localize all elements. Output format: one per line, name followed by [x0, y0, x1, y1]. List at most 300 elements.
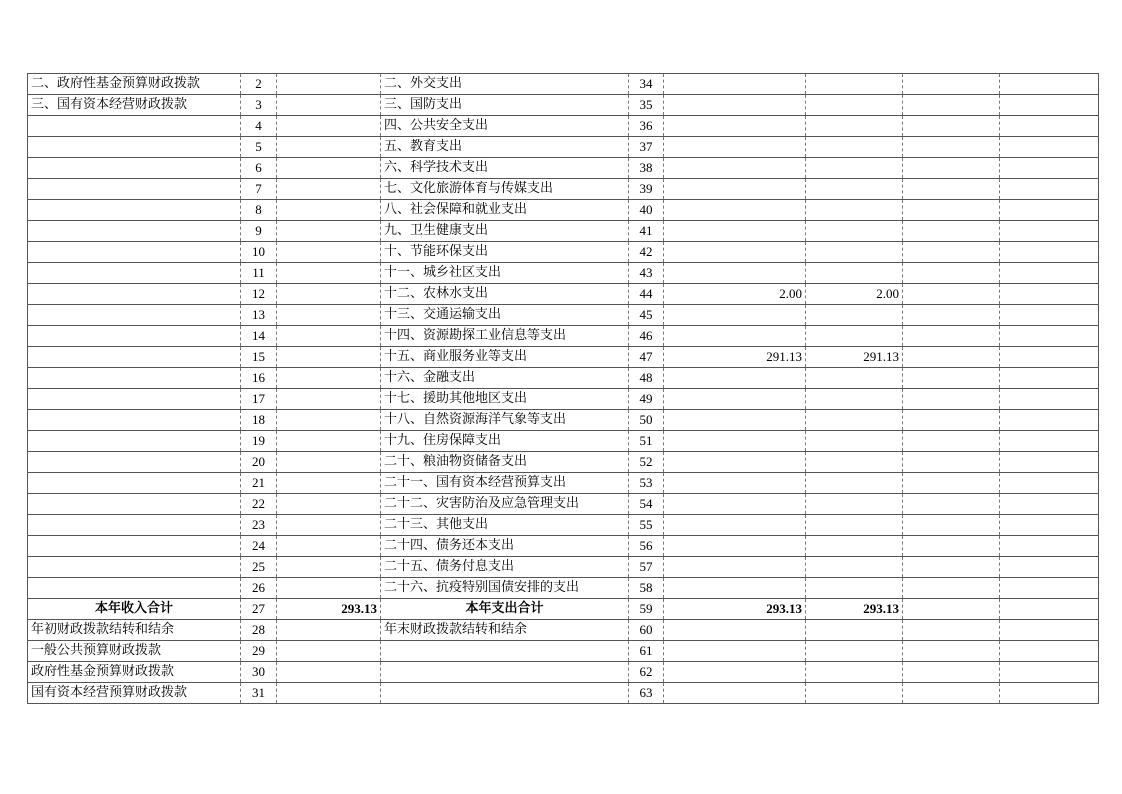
state-capital-budget-cell	[1000, 158, 1099, 179]
expense-line-number-cell: 39	[629, 179, 664, 200]
table-row-total	[28, 599, 1099, 620]
expense-label-cell: 七、文化旅游体育与传媒支出	[381, 179, 629, 200]
expense-line-number-cell: 35	[629, 95, 664, 116]
income-label-cell	[28, 410, 241, 431]
general-budget-cell	[806, 515, 903, 536]
state-capital-budget-cell	[1000, 368, 1099, 389]
general-budget-cell	[806, 683, 903, 704]
income-label-cell	[28, 137, 241, 158]
expense-label-cell: 二十二、灾害防治及应急管理支出	[381, 494, 629, 515]
expense-label-cell: 十一、城乡社区支出	[381, 263, 629, 284]
general-budget-cell	[806, 242, 903, 263]
state-capital-budget-cell	[1000, 347, 1099, 368]
expense-total-cell: 2.00	[664, 284, 806, 305]
state-capital-budget-cell	[1000, 284, 1099, 305]
expense-total-cell	[664, 326, 806, 347]
expense-label-cell: 十五、商业服务业等支出	[381, 347, 629, 368]
expense-total-cell	[664, 662, 806, 683]
expense-line-number-cell: 49	[629, 389, 664, 410]
income-amount-cell	[277, 683, 381, 704]
general-budget-cell	[806, 494, 903, 515]
expense-line-number-cell: 41	[629, 221, 664, 242]
income-line-number-cell: 14	[241, 326, 277, 347]
income-line-number-cell: 6	[241, 158, 277, 179]
fund-budget-cell	[903, 221, 1000, 242]
income-label-cell	[28, 515, 241, 536]
expense-total-cell	[664, 641, 806, 662]
income-line-number-cell: 13	[241, 305, 277, 326]
general-budget-cell	[806, 263, 903, 284]
fund-budget-cell	[903, 263, 1000, 284]
expense-total-cell	[664, 137, 806, 158]
expense-line-number-cell: 55	[629, 515, 664, 536]
general-budget-cell	[806, 368, 903, 389]
income-line-number-cell: 10	[241, 242, 277, 263]
expense-label-cell	[381, 662, 629, 683]
general-budget-cell	[806, 179, 903, 200]
income-label-cell	[28, 557, 241, 578]
income-amount-cell	[277, 221, 381, 242]
fund-budget-cell	[903, 641, 1000, 662]
fund-budget-cell	[903, 599, 1000, 620]
state-capital-budget-cell	[1000, 431, 1099, 452]
income-amount-cell	[277, 494, 381, 515]
general-budget-cell	[806, 200, 903, 221]
table-row	[28, 263, 1099, 284]
table-row	[28, 578, 1099, 599]
income-line-number-cell: 2	[241, 74, 277, 95]
expense-label-cell: 二十、粮油物资储备支出	[381, 452, 629, 473]
expense-line-number-cell: 50	[629, 410, 664, 431]
expense-total-cell	[664, 305, 806, 326]
fund-budget-cell	[903, 494, 1000, 515]
expense-total-cell	[664, 557, 806, 578]
expense-total-cell	[664, 263, 806, 284]
expense-line-number-cell: 46	[629, 326, 664, 347]
income-line-number-cell: 20	[241, 452, 277, 473]
income-label-cell: 国有资本经营预算财政拨款	[28, 683, 241, 704]
state-capital-budget-cell	[1000, 557, 1099, 578]
fund-budget-cell	[903, 368, 1000, 389]
fund-budget-cell	[903, 389, 1000, 410]
expense-total-cell	[664, 452, 806, 473]
expense-label-cell: 十三、交通运输支出	[381, 305, 629, 326]
fund-budget-cell	[903, 242, 1000, 263]
expense-label-cell: 十四、资源勘探工业信息等支出	[381, 326, 629, 347]
income-label-cell	[28, 368, 241, 389]
income-label-cell: 本年收入合计	[28, 599, 241, 620]
general-budget-cell	[806, 389, 903, 410]
expense-line-number-cell: 40	[629, 200, 664, 221]
income-amount-cell	[277, 74, 381, 95]
table-row	[28, 95, 1099, 116]
state-capital-budget-cell	[1000, 662, 1099, 683]
expense-label-cell: 三、国防支出	[381, 95, 629, 116]
fund-budget-cell	[903, 410, 1000, 431]
expense-label-cell: 二、外交支出	[381, 74, 629, 95]
income-amount-cell	[277, 242, 381, 263]
income-amount-cell	[277, 536, 381, 557]
income-amount-cell	[277, 368, 381, 389]
state-capital-budget-cell	[1000, 242, 1099, 263]
expense-total-cell	[664, 431, 806, 452]
state-capital-budget-cell	[1000, 74, 1099, 95]
income-line-number-cell: 19	[241, 431, 277, 452]
expense-label-cell: 年末财政拨款结转和结余	[381, 620, 629, 641]
table-row	[28, 494, 1099, 515]
expense-line-number-cell: 53	[629, 473, 664, 494]
fund-budget-cell	[903, 179, 1000, 200]
fund-budget-cell	[903, 326, 1000, 347]
income-label-cell	[28, 179, 241, 200]
income-line-number-cell: 31	[241, 683, 277, 704]
income-line-number-cell: 9	[241, 221, 277, 242]
state-capital-budget-cell	[1000, 515, 1099, 536]
expense-total-cell	[664, 494, 806, 515]
income-line-number-cell: 11	[241, 263, 277, 284]
income-line-number-cell: 24	[241, 536, 277, 557]
budget-table	[27, 73, 1099, 704]
general-budget-cell	[806, 473, 903, 494]
expense-line-number-cell: 51	[629, 431, 664, 452]
income-label-cell	[28, 536, 241, 557]
state-capital-budget-cell	[1000, 473, 1099, 494]
income-amount-cell	[277, 662, 381, 683]
table-row	[28, 221, 1099, 242]
general-budget-cell: 291.13	[806, 347, 903, 368]
state-capital-budget-cell	[1000, 683, 1099, 704]
fund-budget-cell	[903, 578, 1000, 599]
income-line-number-cell: 29	[241, 641, 277, 662]
table-row	[28, 137, 1099, 158]
expense-label-cell: 二十四、债务还本支出	[381, 536, 629, 557]
expense-line-number-cell: 47	[629, 347, 664, 368]
state-capital-budget-cell	[1000, 95, 1099, 116]
expense-line-number-cell: 60	[629, 620, 664, 641]
table-row	[28, 662, 1099, 683]
income-amount-cell	[277, 179, 381, 200]
income-label-cell	[28, 263, 241, 284]
table-row	[28, 515, 1099, 536]
fund-budget-cell	[903, 473, 1000, 494]
fund-budget-cell	[903, 536, 1000, 557]
expense-label-cell: 十、节能环保支出	[381, 242, 629, 263]
expense-total-cell	[664, 536, 806, 557]
income-amount-cell	[277, 95, 381, 116]
income-label-cell: 政府性基金预算财政拨款	[28, 662, 241, 683]
fund-budget-cell	[903, 620, 1000, 641]
state-capital-budget-cell	[1000, 494, 1099, 515]
income-amount-cell	[277, 389, 381, 410]
state-capital-budget-cell	[1000, 305, 1099, 326]
expense-total-cell: 293.13	[664, 599, 806, 620]
general-budget-cell: 293.13	[806, 599, 903, 620]
income-label-cell	[28, 284, 241, 305]
income-label-cell	[28, 200, 241, 221]
income-amount-cell	[277, 515, 381, 536]
table-row	[28, 473, 1099, 494]
expense-label-cell: 四、公共安全支出	[381, 116, 629, 137]
fund-budget-cell	[903, 452, 1000, 473]
income-label-cell	[28, 578, 241, 599]
state-capital-budget-cell	[1000, 389, 1099, 410]
state-capital-budget-cell	[1000, 452, 1099, 473]
expense-line-number-cell: 34	[629, 74, 664, 95]
expense-line-number-cell: 59	[629, 599, 664, 620]
general-budget-cell	[806, 95, 903, 116]
income-line-number-cell: 28	[241, 620, 277, 641]
expense-line-number-cell: 48	[629, 368, 664, 389]
income-amount-cell	[277, 116, 381, 137]
state-capital-budget-cell	[1000, 200, 1099, 221]
income-line-number-cell: 27	[241, 599, 277, 620]
income-label-cell	[28, 431, 241, 452]
expense-label-cell: 二十三、其他支出	[381, 515, 629, 536]
income-amount-cell	[277, 410, 381, 431]
income-label-cell	[28, 452, 241, 473]
income-amount-cell	[277, 284, 381, 305]
expense-line-number-cell: 62	[629, 662, 664, 683]
general-budget-cell	[806, 74, 903, 95]
expense-label-cell: 九、卫生健康支出	[381, 221, 629, 242]
expense-line-number-cell: 43	[629, 263, 664, 284]
income-line-number-cell: 16	[241, 368, 277, 389]
state-capital-budget-cell	[1000, 326, 1099, 347]
income-line-number-cell: 15	[241, 347, 277, 368]
expense-label-cell: 十七、援助其他地区支出	[381, 389, 629, 410]
income-line-number-cell: 21	[241, 473, 277, 494]
expense-line-number-cell: 45	[629, 305, 664, 326]
income-line-number-cell: 12	[241, 284, 277, 305]
table-row	[28, 200, 1099, 221]
expense-label-cell: 十九、住房保障支出	[381, 431, 629, 452]
expense-total-cell	[664, 158, 806, 179]
general-budget-cell	[806, 557, 903, 578]
fund-budget-cell	[903, 284, 1000, 305]
expense-total-cell	[664, 473, 806, 494]
income-amount-cell	[277, 305, 381, 326]
state-capital-budget-cell	[1000, 578, 1099, 599]
table-row	[28, 242, 1099, 263]
state-capital-budget-cell	[1000, 179, 1099, 200]
table-row	[28, 620, 1099, 641]
expense-line-number-cell: 57	[629, 557, 664, 578]
fund-budget-cell	[903, 74, 1000, 95]
expense-label-cell: 五、教育支出	[381, 137, 629, 158]
fund-budget-cell	[903, 431, 1000, 452]
table-row	[28, 683, 1099, 704]
income-amount-cell	[277, 641, 381, 662]
income-amount-cell	[277, 473, 381, 494]
expense-line-number-cell: 52	[629, 452, 664, 473]
fund-budget-cell	[903, 305, 1000, 326]
expense-total-cell	[664, 368, 806, 389]
income-amount-cell	[277, 431, 381, 452]
table-row	[28, 431, 1099, 452]
income-line-number-cell: 26	[241, 578, 277, 599]
general-budget-cell	[806, 305, 903, 326]
income-amount-cell	[277, 158, 381, 179]
fund-budget-cell	[903, 557, 1000, 578]
income-amount-cell	[277, 347, 381, 368]
income-amount-cell	[277, 620, 381, 641]
expense-total-cell	[664, 116, 806, 137]
state-capital-budget-cell	[1000, 599, 1099, 620]
expense-line-number-cell: 42	[629, 242, 664, 263]
expense-label-cell: 十六、金融支出	[381, 368, 629, 389]
state-capital-budget-cell	[1000, 116, 1099, 137]
expense-total-cell: 291.13	[664, 347, 806, 368]
expense-total-cell	[664, 95, 806, 116]
state-capital-budget-cell	[1000, 263, 1099, 284]
expense-line-number-cell: 56	[629, 536, 664, 557]
income-line-number-cell: 5	[241, 137, 277, 158]
fund-budget-cell	[903, 200, 1000, 221]
income-line-number-cell: 22	[241, 494, 277, 515]
table-row	[28, 389, 1099, 410]
expense-label-cell: 十二、农林水支出	[381, 284, 629, 305]
expense-line-number-cell: 61	[629, 641, 664, 662]
expense-total-cell	[664, 683, 806, 704]
table-row	[28, 179, 1099, 200]
table-row	[28, 410, 1099, 431]
fund-budget-cell	[903, 158, 1000, 179]
state-capital-budget-cell	[1000, 410, 1099, 431]
income-label-cell: 年初财政拨款结转和结余	[28, 620, 241, 641]
table-row	[28, 158, 1099, 179]
expense-total-cell	[664, 221, 806, 242]
fund-budget-cell	[903, 347, 1000, 368]
income-line-number-cell: 3	[241, 95, 277, 116]
income-label-cell	[28, 473, 241, 494]
expense-label-cell: 二十一、国有资本经营预算支出	[381, 473, 629, 494]
state-capital-budget-cell	[1000, 641, 1099, 662]
expense-total-cell	[664, 179, 806, 200]
fund-budget-cell	[903, 116, 1000, 137]
fund-budget-cell	[903, 95, 1000, 116]
income-label-cell: 三、国有资本经营财政拨款	[28, 95, 241, 116]
expense-total-cell	[664, 515, 806, 536]
fund-budget-cell	[903, 662, 1000, 683]
income-amount-cell	[277, 263, 381, 284]
table-row	[28, 305, 1099, 326]
table-body	[28, 74, 1099, 704]
expense-total-cell	[664, 242, 806, 263]
income-amount-cell	[277, 557, 381, 578]
expense-total-cell	[664, 74, 806, 95]
expense-label-cell: 八、社会保障和就业支出	[381, 200, 629, 221]
expense-label-cell: 二十六、抗疫特别国债安排的支出	[381, 578, 629, 599]
fund-budget-cell	[903, 683, 1000, 704]
income-label-cell	[28, 158, 241, 179]
income-label-cell	[28, 326, 241, 347]
income-label-cell	[28, 347, 241, 368]
general-budget-cell	[806, 116, 903, 137]
expense-line-number-cell: 44	[629, 284, 664, 305]
general-budget-cell: 2.00	[806, 284, 903, 305]
income-label-cell: 一般公共预算财政拨款	[28, 641, 241, 662]
expense-total-cell	[664, 200, 806, 221]
expense-label-cell: 二十五、债务付息支出	[381, 557, 629, 578]
table-row	[28, 326, 1099, 347]
income-line-number-cell: 8	[241, 200, 277, 221]
expense-label-cell: 十八、自然资源海洋气象等支出	[381, 410, 629, 431]
table-row	[28, 368, 1099, 389]
fund-budget-cell	[903, 515, 1000, 536]
expense-line-number-cell: 58	[629, 578, 664, 599]
income-label-cell	[28, 305, 241, 326]
table-row	[28, 452, 1099, 473]
income-amount-cell	[277, 200, 381, 221]
income-amount-cell: 293.13	[277, 599, 381, 620]
general-budget-cell	[806, 431, 903, 452]
table-row	[28, 641, 1099, 662]
income-line-number-cell: 17	[241, 389, 277, 410]
income-label-cell	[28, 494, 241, 515]
general-budget-cell	[806, 578, 903, 599]
expense-line-number-cell: 36	[629, 116, 664, 137]
table-row	[28, 116, 1099, 137]
expense-total-cell	[664, 410, 806, 431]
general-budget-cell	[806, 410, 903, 431]
income-label-cell: 二、政府性基金预算财政拨款	[28, 74, 241, 95]
expense-total-cell	[664, 389, 806, 410]
general-budget-cell	[806, 662, 903, 683]
table-row	[28, 74, 1099, 95]
general-budget-cell	[806, 620, 903, 641]
income-line-number-cell: 30	[241, 662, 277, 683]
expense-total-cell	[664, 620, 806, 641]
expense-label-cell	[381, 683, 629, 704]
expense-line-number-cell: 54	[629, 494, 664, 515]
expense-label-cell: 本年支出合计	[381, 599, 629, 620]
income-line-number-cell: 4	[241, 116, 277, 137]
expense-line-number-cell: 63	[629, 683, 664, 704]
income-amount-cell	[277, 137, 381, 158]
general-budget-cell	[806, 137, 903, 158]
general-budget-cell	[806, 158, 903, 179]
fund-budget-cell	[903, 137, 1000, 158]
table-row	[28, 536, 1099, 557]
income-label-cell	[28, 389, 241, 410]
expense-label-cell: 六、科学技术支出	[381, 158, 629, 179]
income-amount-cell	[277, 578, 381, 599]
income-line-number-cell: 18	[241, 410, 277, 431]
general-budget-cell	[806, 641, 903, 662]
general-budget-cell	[806, 452, 903, 473]
income-line-number-cell: 25	[241, 557, 277, 578]
income-label-cell	[28, 116, 241, 137]
income-line-number-cell: 23	[241, 515, 277, 536]
state-capital-budget-cell	[1000, 620, 1099, 641]
expense-line-number-cell: 38	[629, 158, 664, 179]
table-row	[28, 284, 1099, 305]
income-amount-cell	[277, 326, 381, 347]
table-row	[28, 347, 1099, 368]
general-budget-cell	[806, 221, 903, 242]
expense-line-number-cell: 37	[629, 137, 664, 158]
general-budget-cell	[806, 326, 903, 347]
income-amount-cell	[277, 452, 381, 473]
state-capital-budget-cell	[1000, 221, 1099, 242]
income-line-number-cell: 7	[241, 179, 277, 200]
expense-label-cell	[381, 641, 629, 662]
table-row	[28, 557, 1099, 578]
expense-total-cell	[664, 578, 806, 599]
state-capital-budget-cell	[1000, 536, 1099, 557]
general-budget-cell	[806, 536, 903, 557]
state-capital-budget-cell	[1000, 137, 1099, 158]
